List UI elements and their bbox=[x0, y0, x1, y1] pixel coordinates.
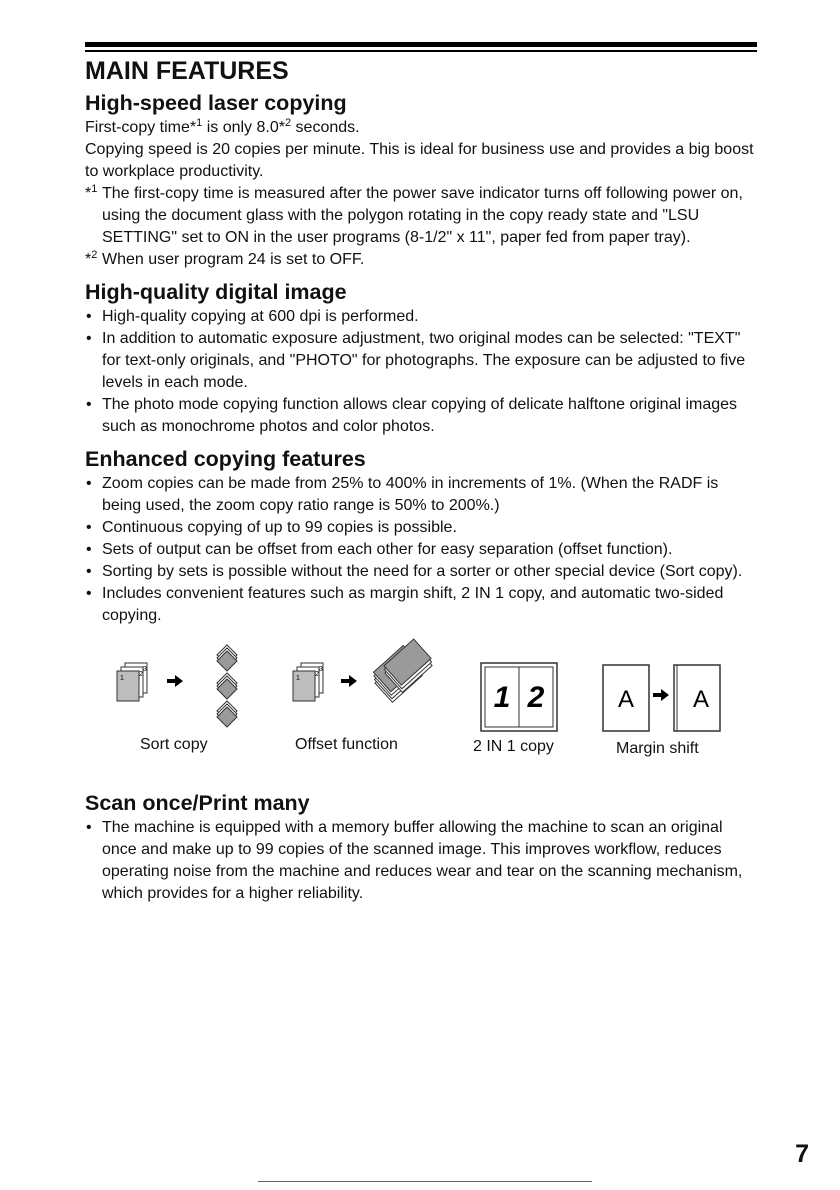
sort-copy-label: Sort copy bbox=[140, 736, 208, 753]
arrow-right-icon bbox=[653, 689, 669, 701]
list-item: • The machine is equipped with a memory buffer allowing the machine to scan an original once and make up to 99 copies of the scanned image. This improves workflow, reduces operating noise from the machine and reduces wear and tear on the scanning mechanism, which provides for a higher reliability. bbox=[85, 817, 757, 905]
offset-original-stack-icon bbox=[293, 663, 323, 701]
footnote-1: *$^1$ The first-copy time is measured after the power save indicator turns off following power on, using the document glass with the polygon rotating in the copy ready state and "LSU SETTING" set to ON in the user programs (8-1/2" x 11", paper fed from paper tray). bbox=[85, 183, 743, 246]
top-rule-thin bbox=[85, 50, 757, 52]
two-in-one-label: 2 IN 1 copy bbox=[473, 738, 554, 755]
list-item: • In addition to automatic exposure adjustment, two original modes can be selected: "TEXT" for text-only originals, and "PHOTO" for photographs. The exposure can be adjusted to five levels in each mode. bbox=[85, 328, 757, 394]
first-copy-time-text: First-copy time*$^1$ is only 8.0*$^2$ seconds. bbox=[85, 117, 360, 136]
sort-original-stack-icon bbox=[117, 663, 147, 701]
page-num-3: 3 bbox=[143, 666, 147, 673]
top-rule-thick bbox=[85, 42, 757, 47]
page-number: 7 bbox=[795, 1140, 809, 1168]
margin-letter-after: A bbox=[692, 686, 710, 713]
copying-speed-text: Copying speed is 20 copies per minute. This is ideal for business use and provides a big boost to workplace productivity. bbox=[85, 141, 754, 180]
page-num-1: 1 bbox=[296, 675, 300, 682]
scan-once-list bbox=[85, 817, 757, 905]
list-item: • High-quality copying at 600 dpi is performed. bbox=[85, 306, 757, 328]
sorted-sets-icon bbox=[217, 645, 237, 727]
list-item: • Includes convenient features such as margin shift, 2 IN 1 copy, and automatic two-sided copying. bbox=[85, 583, 757, 627]
page-content bbox=[85, 55, 757, 905]
footer-link-line bbox=[258, 1181, 592, 1182]
offset-stacks-icon bbox=[369, 639, 435, 702]
heading-laser-copying: High-speed laser copying bbox=[85, 91, 347, 115]
margin-letter-before: A bbox=[617, 686, 635, 713]
margin-shift-label: Margin shift bbox=[616, 740, 699, 757]
features-illustration bbox=[85, 635, 757, 790]
list-item: • Zoom copies can be made from 25% to 400% in increments of 1%. (When the RADF is being used, the zoom copy ratio range is 50% to 200%.) bbox=[85, 473, 757, 517]
digital-image-list bbox=[85, 306, 757, 438]
list-item: • Sets of output can be offset from each other for easy separation (offset function). bbox=[85, 539, 757, 561]
two-in-one-page-icon bbox=[481, 663, 557, 731]
page-num-2: 2 bbox=[139, 671, 143, 678]
heading-scan-once: Scan once/Print many bbox=[85, 791, 310, 815]
offset-function-label: Offset function bbox=[295, 736, 398, 753]
list-item: • Sorting by sets is possible without the need for a sorter or other special device (Sort copy). bbox=[85, 561, 757, 583]
margin-shift-icon bbox=[603, 665, 720, 731]
page-num-2: 2 bbox=[315, 671, 319, 678]
enhanced-copying-list bbox=[85, 473, 757, 627]
list-item: • The photo mode copying function allows clear copying of delicate halftone original images such as monochrome photos and color photos. bbox=[85, 394, 757, 438]
heading-digital-image: High-quality digital image bbox=[85, 280, 347, 304]
arrow-right-icon bbox=[341, 675, 357, 687]
arrow-right-icon bbox=[167, 675, 183, 687]
two-in-one-digit-2: 2 bbox=[527, 681, 545, 714]
list-item: • Continuous copying of up to 99 copies is possible. bbox=[85, 517, 757, 539]
page-title: MAIN FEATURES bbox=[85, 57, 289, 85]
page-num-3: 3 bbox=[319, 666, 323, 673]
page-num-1: 1 bbox=[120, 675, 124, 682]
two-in-one-digit-1: 1 bbox=[493, 681, 511, 714]
heading-enhanced-copying: Enhanced copying features bbox=[85, 447, 366, 471]
footnote-2: *$^2$ When user program 24 is set to OFF. bbox=[85, 249, 365, 268]
